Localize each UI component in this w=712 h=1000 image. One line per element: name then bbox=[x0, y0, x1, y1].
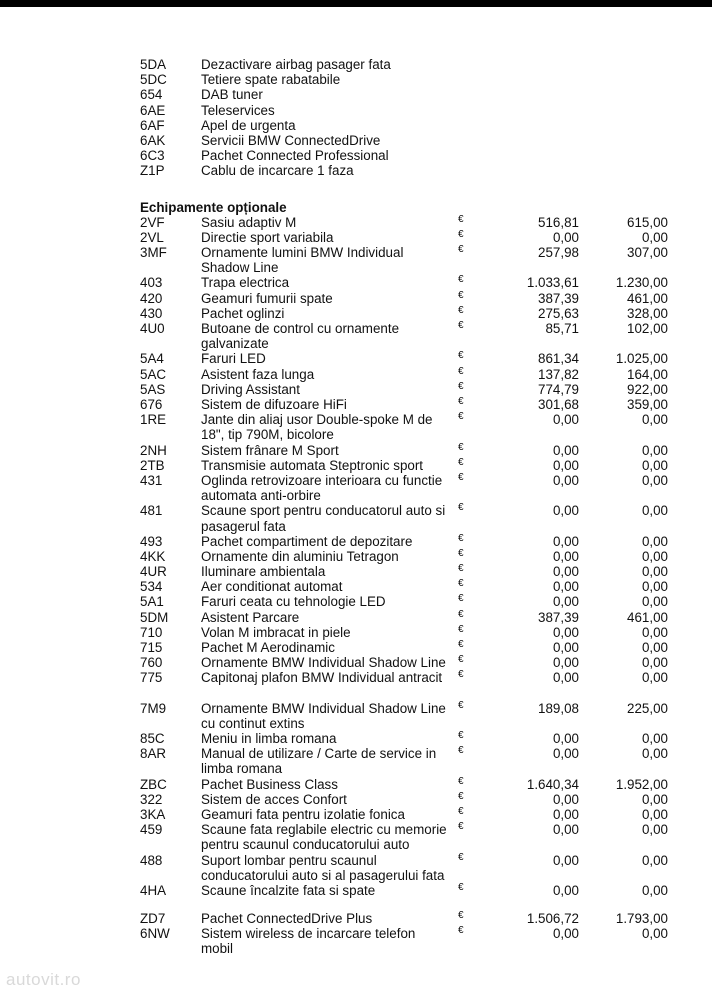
currency-symbol: € bbox=[458, 910, 464, 922]
section-heading: Echipamente opționale bbox=[140, 199, 287, 215]
option-code: 420 bbox=[140, 290, 163, 306]
option-description: Ornamente BMW Individual Shadow Line cu continut extins bbox=[201, 700, 446, 731]
price-net: 1.033,61 bbox=[526, 275, 579, 291]
price-net: 257,98 bbox=[538, 245, 579, 261]
standard-equipment-list bbox=[0, 57, 712, 179]
currency-symbol: € bbox=[458, 729, 464, 741]
price-gross: 225,00 bbox=[627, 700, 668, 716]
price-net: 0,00 bbox=[552, 806, 579, 822]
option-code: 3KA bbox=[140, 806, 166, 822]
price-gross: 0,00 bbox=[641, 229, 668, 245]
price-gross: 0,00 bbox=[641, 882, 668, 898]
option-row bbox=[0, 351, 712, 366]
option-row bbox=[0, 503, 712, 533]
option-description: Asistent Parcare bbox=[201, 609, 300, 625]
option-code: 488 bbox=[140, 852, 163, 868]
optional-equipment-group-3 bbox=[0, 911, 712, 957]
option-code: 6AF bbox=[140, 117, 165, 133]
price-gross: 307,00 bbox=[627, 245, 668, 261]
option-row bbox=[0, 655, 712, 670]
option-code: 4KK bbox=[140, 548, 166, 564]
price-net: 0,00 bbox=[552, 640, 579, 656]
option-code: 8AR bbox=[140, 746, 167, 762]
equipment-document bbox=[0, 57, 712, 957]
currency-symbol: € bbox=[458, 244, 464, 256]
price-net: 861,34 bbox=[538, 351, 579, 367]
currency-symbol: € bbox=[458, 654, 464, 666]
option-description: Butoane de control cu ornamente galvanizate bbox=[201, 321, 400, 352]
price-net: 0,00 bbox=[552, 442, 579, 458]
price-net: 0,00 bbox=[552, 624, 579, 640]
price-net: 0,00 bbox=[552, 791, 579, 807]
currency-symbol: € bbox=[458, 881, 464, 893]
price-net: 0,00 bbox=[552, 457, 579, 473]
option-description: Trapa electrica bbox=[201, 275, 290, 291]
price-net: 0,00 bbox=[552, 655, 579, 671]
option-code: 2TB bbox=[140, 457, 165, 473]
option-description: Driving Assistant bbox=[201, 381, 300, 397]
option-code: 5A4 bbox=[140, 351, 164, 367]
option-code: 715 bbox=[140, 640, 163, 656]
option-code: 5A1 bbox=[140, 594, 164, 610]
option-description: Cablu de incarcare 1 faza bbox=[201, 163, 354, 179]
price-net: 0,00 bbox=[552, 229, 579, 245]
option-row bbox=[0, 926, 712, 956]
option-code: 4HA bbox=[140, 882, 167, 898]
price-gross: 922,00 bbox=[627, 381, 668, 397]
price-gross: 0,00 bbox=[641, 640, 668, 656]
option-row bbox=[0, 412, 712, 442]
option-description: Faruri LED bbox=[201, 351, 266, 367]
currency-symbol: € bbox=[458, 547, 464, 559]
currency-symbol: € bbox=[458, 395, 464, 407]
price-net: 0,00 bbox=[552, 594, 579, 610]
option-description: Sistem de acces Confort bbox=[201, 791, 347, 807]
option-row bbox=[0, 853, 712, 883]
currency-symbol: € bbox=[458, 790, 464, 802]
option-row bbox=[0, 306, 712, 321]
option-description: Pachet M Aerodinamic bbox=[201, 640, 335, 656]
option-code: ZBC bbox=[140, 776, 167, 792]
option-description: Pachet Business Class bbox=[201, 776, 338, 792]
currency-symbol: € bbox=[458, 441, 464, 453]
option-row bbox=[0, 549, 712, 564]
price-net: 387,39 bbox=[538, 609, 579, 625]
option-row bbox=[0, 746, 712, 776]
equipment-row bbox=[0, 103, 712, 118]
option-code: 3MF bbox=[140, 245, 167, 261]
option-row bbox=[0, 670, 712, 685]
price-gross: 1.952,00 bbox=[615, 776, 668, 792]
option-description: Manual de utilizare / Carte de service in limba romana bbox=[201, 746, 437, 777]
option-code: 493 bbox=[140, 533, 163, 549]
equipment-row bbox=[0, 118, 712, 133]
option-row bbox=[0, 731, 712, 746]
option-description: Dezactivare airbag pasager fata bbox=[201, 57, 391, 72]
option-code: Z1P bbox=[140, 163, 165, 179]
price-gross: 328,00 bbox=[627, 305, 668, 321]
option-description: Geamuri fata pentru izolatie fonica bbox=[201, 806, 405, 822]
option-description: Transmisie automata Steptronic sport bbox=[201, 457, 424, 473]
option-row bbox=[0, 564, 712, 579]
price-gross: 0,00 bbox=[641, 670, 668, 686]
option-row bbox=[0, 579, 712, 594]
equipment-row bbox=[0, 163, 712, 178]
currency-symbol: € bbox=[458, 805, 464, 817]
option-row bbox=[0, 777, 712, 792]
price-gross: 0,00 bbox=[641, 624, 668, 640]
price-gross: 461,00 bbox=[627, 290, 668, 306]
currency-symbol: € bbox=[458, 380, 464, 392]
option-description: Teleservices bbox=[201, 102, 275, 118]
option-code: 6AK bbox=[140, 132, 166, 148]
price-net: 0,00 bbox=[552, 746, 579, 762]
price-gross: 1.230,00 bbox=[615, 275, 668, 291]
option-row bbox=[0, 610, 712, 625]
option-description: Scaune sport pentru conducatorul auto si pasagerul fata bbox=[201, 503, 446, 534]
currency-symbol: € bbox=[458, 578, 464, 590]
option-code: 403 bbox=[140, 275, 163, 291]
option-description: Pachet compartiment de depozitare bbox=[201, 533, 413, 549]
currency-symbol: € bbox=[458, 213, 464, 225]
option-description: Pachet Connected Professional bbox=[201, 148, 389, 164]
option-row bbox=[0, 911, 712, 926]
option-description: Directie sport variabila bbox=[201, 229, 334, 245]
option-description: Tetiere spate rabatabile bbox=[201, 72, 341, 88]
option-code: 4UR bbox=[140, 564, 167, 580]
currency-symbol: € bbox=[458, 350, 464, 362]
option-code: 5DA bbox=[140, 57, 167, 72]
price-net: 0,00 bbox=[552, 730, 579, 746]
option-code: 2VL bbox=[140, 229, 164, 245]
price-gross: 0,00 bbox=[641, 533, 668, 549]
option-description: Volan M imbracat in piele bbox=[201, 624, 351, 640]
option-description: Ornamente lumini BMW Individual Shadow Line bbox=[201, 245, 404, 276]
option-code: 5AS bbox=[140, 381, 166, 397]
price-net: 85,71 bbox=[545, 321, 579, 337]
option-code: ZD7 bbox=[140, 911, 166, 927]
option-description: Sistem de difuzoare HiFi bbox=[201, 396, 347, 412]
currency-symbol: € bbox=[458, 699, 464, 711]
option-description: DAB tuner bbox=[201, 87, 263, 103]
currency-symbol: € bbox=[458, 228, 464, 240]
price-gross: 102,00 bbox=[627, 321, 668, 337]
price-gross: 1.793,00 bbox=[615, 911, 668, 927]
currency-symbol: € bbox=[458, 289, 464, 301]
currency-symbol: € bbox=[458, 745, 464, 757]
price-net: 0,00 bbox=[552, 472, 579, 488]
equipment-row bbox=[0, 133, 712, 148]
option-row bbox=[0, 367, 712, 382]
currency-symbol: € bbox=[458, 532, 464, 544]
price-net: 0,00 bbox=[552, 503, 579, 519]
price-gross: 0,00 bbox=[641, 412, 668, 428]
price-gross: 0,00 bbox=[641, 442, 668, 458]
option-code: 775 bbox=[140, 670, 163, 686]
option-row bbox=[0, 321, 712, 351]
option-description: Jante din aliaj usor Double-spoke M de 18", tip 790M, bicolore bbox=[201, 412, 433, 443]
currency-symbol: € bbox=[458, 639, 464, 651]
option-code: 1RE bbox=[140, 412, 167, 428]
currency-symbol: € bbox=[458, 274, 464, 286]
option-code: 654 bbox=[140, 87, 163, 103]
option-row bbox=[0, 215, 712, 230]
option-code: 534 bbox=[140, 579, 163, 595]
price-gross: 359,00 bbox=[627, 396, 668, 412]
price-gross: 1.025,00 bbox=[615, 351, 668, 367]
option-description: Meniu in limba romana bbox=[201, 730, 337, 746]
currency-symbol: € bbox=[458, 304, 464, 316]
currency-symbol: € bbox=[458, 925, 464, 937]
option-description: Suport lombar pentru scaunul conducatorului auto si al pasagerului fata bbox=[201, 852, 445, 883]
price-net: 0,00 bbox=[552, 926, 579, 942]
option-row bbox=[0, 883, 712, 898]
option-code: 4U0 bbox=[140, 321, 165, 337]
option-code: 5AC bbox=[140, 366, 167, 382]
option-code: 430 bbox=[140, 305, 163, 321]
option-row bbox=[0, 792, 712, 807]
currency-symbol: € bbox=[458, 502, 464, 514]
price-gross: 0,00 bbox=[641, 730, 668, 746]
equipment-row bbox=[0, 87, 712, 102]
currency-symbol: € bbox=[458, 851, 464, 863]
price-net: 387,39 bbox=[538, 290, 579, 306]
price-net: 189,08 bbox=[538, 700, 579, 716]
option-code: 322 bbox=[140, 791, 163, 807]
currency-symbol: € bbox=[458, 775, 464, 787]
price-gross: 164,00 bbox=[627, 366, 668, 382]
currency-symbol: € bbox=[458, 411, 464, 423]
option-row bbox=[0, 275, 712, 290]
option-description: Sistem frânare M Sport bbox=[201, 442, 339, 458]
price-net: 516,81 bbox=[538, 214, 579, 230]
option-code: 6NW bbox=[140, 926, 170, 942]
option-description: Ornamente BMW Individual Shadow Line bbox=[201, 655, 446, 671]
option-code: 5DM bbox=[140, 609, 169, 625]
currency-symbol: € bbox=[458, 320, 464, 332]
option-description: Pachet ConnectedDrive Plus bbox=[201, 911, 373, 927]
price-net: 0,00 bbox=[552, 564, 579, 580]
option-code: 676 bbox=[140, 396, 163, 412]
price-gross: 0,00 bbox=[641, 457, 668, 473]
price-gross: 0,00 bbox=[641, 822, 668, 838]
option-code: 431 bbox=[140, 472, 163, 488]
option-code: 2NH bbox=[140, 442, 167, 458]
price-net: 1.506,72 bbox=[526, 911, 579, 927]
option-row bbox=[0, 534, 712, 549]
option-row bbox=[0, 625, 712, 640]
price-net: 0,00 bbox=[552, 822, 579, 838]
price-net: 0,00 bbox=[552, 670, 579, 686]
price-net: 137,82 bbox=[538, 366, 579, 382]
option-row bbox=[0, 701, 712, 731]
currency-symbol: € bbox=[458, 669, 464, 681]
watermark-logo: autovit.ro bbox=[6, 970, 81, 989]
price-net: 0,00 bbox=[552, 852, 579, 868]
option-description: Scaune fata reglabile electric cu memorie pentru scaunul conducatorului auto bbox=[201, 822, 447, 853]
option-row bbox=[0, 822, 712, 852]
option-row bbox=[0, 473, 712, 503]
price-net: 275,63 bbox=[538, 305, 579, 321]
price-net: 0,00 bbox=[552, 412, 579, 428]
currency-symbol: € bbox=[458, 456, 464, 468]
option-code: 5DC bbox=[140, 72, 167, 88]
price-gross: 0,00 bbox=[641, 791, 668, 807]
currency-symbol: € bbox=[458, 365, 464, 377]
option-code: 459 bbox=[140, 822, 163, 838]
option-code: 710 bbox=[140, 624, 163, 640]
price-net: 0,00 bbox=[552, 882, 579, 898]
currency-symbol: € bbox=[458, 593, 464, 605]
option-description: Pachet oglinzi bbox=[201, 305, 285, 321]
price-gross: 0,00 bbox=[641, 852, 668, 868]
option-code: 760 bbox=[140, 655, 163, 671]
option-row bbox=[0, 230, 712, 245]
option-row bbox=[0, 807, 712, 822]
equipment-row bbox=[0, 72, 712, 87]
option-row bbox=[0, 458, 712, 473]
option-description: Capitonaj plafon BMW Individual antracit bbox=[201, 670, 443, 686]
option-description: Asistent faza lunga bbox=[201, 366, 315, 382]
option-description: Ornamente din aluminiu Tetragon bbox=[201, 548, 399, 564]
price-gross: 0,00 bbox=[641, 926, 668, 942]
price-gross: 0,00 bbox=[641, 472, 668, 488]
price-gross: 0,00 bbox=[641, 579, 668, 595]
option-description: Scaune încalzite fata si spate bbox=[201, 882, 376, 898]
option-code: 7M9 bbox=[140, 700, 167, 716]
option-code: 6C3 bbox=[140, 148, 165, 164]
price-net: 301,68 bbox=[538, 396, 579, 412]
price-gross: 0,00 bbox=[641, 594, 668, 610]
equipment-row bbox=[0, 57, 712, 72]
option-code: 85C bbox=[140, 730, 165, 746]
currency-symbol: € bbox=[458, 608, 464, 620]
currency-symbol: € bbox=[458, 471, 464, 483]
price-gross: 0,00 bbox=[641, 655, 668, 671]
option-description: Sistem wireless de incarcare telefon mobil bbox=[201, 926, 416, 957]
currency-symbol: € bbox=[458, 821, 464, 833]
optional-equipment-group-2 bbox=[0, 701, 712, 899]
price-gross: 0,00 bbox=[641, 564, 668, 580]
price-gross: 0,00 bbox=[641, 503, 668, 519]
price-net: 0,00 bbox=[552, 548, 579, 564]
price-net: 0,00 bbox=[552, 579, 579, 595]
option-row bbox=[0, 291, 712, 306]
equipment-row bbox=[0, 148, 712, 163]
option-description: Geamuri fumurii spate bbox=[201, 290, 333, 306]
option-row bbox=[0, 382, 712, 397]
option-row bbox=[0, 245, 712, 275]
price-gross: 0,00 bbox=[641, 746, 668, 762]
currency-symbol: € bbox=[458, 563, 464, 575]
option-row bbox=[0, 397, 712, 412]
currency-symbol: € bbox=[458, 623, 464, 635]
option-row bbox=[0, 640, 712, 655]
option-row bbox=[0, 443, 712, 458]
price-gross: 615,00 bbox=[627, 214, 668, 230]
price-net: 0,00 bbox=[552, 533, 579, 549]
option-description: Sasiu adaptiv M bbox=[201, 214, 297, 230]
option-code: 2VF bbox=[140, 214, 165, 230]
option-description: Servicii BMW ConnectedDrive bbox=[201, 132, 381, 148]
option-code: 481 bbox=[140, 503, 163, 519]
option-description: Aer conditionat automat bbox=[201, 579, 343, 595]
price-gross: 0,00 bbox=[641, 548, 668, 564]
top-border bbox=[0, 0, 712, 7]
optional-equipment-group-1 bbox=[0, 215, 712, 686]
option-description: Iluminare ambientala bbox=[201, 564, 326, 580]
option-row bbox=[0, 594, 712, 609]
price-gross: 0,00 bbox=[641, 806, 668, 822]
price-net: 1.640,34 bbox=[526, 776, 579, 792]
option-description: Apel de urgenta bbox=[201, 117, 296, 133]
option-code: 6AE bbox=[140, 102, 166, 118]
option-description: Oglinda retrovizoare interioara cu functie automata anti-orbire bbox=[201, 472, 443, 504]
price-gross: 461,00 bbox=[627, 609, 668, 625]
option-description: Faruri ceata cu tehnologie LED bbox=[201, 594, 386, 610]
price-net: 774,79 bbox=[538, 381, 579, 397]
